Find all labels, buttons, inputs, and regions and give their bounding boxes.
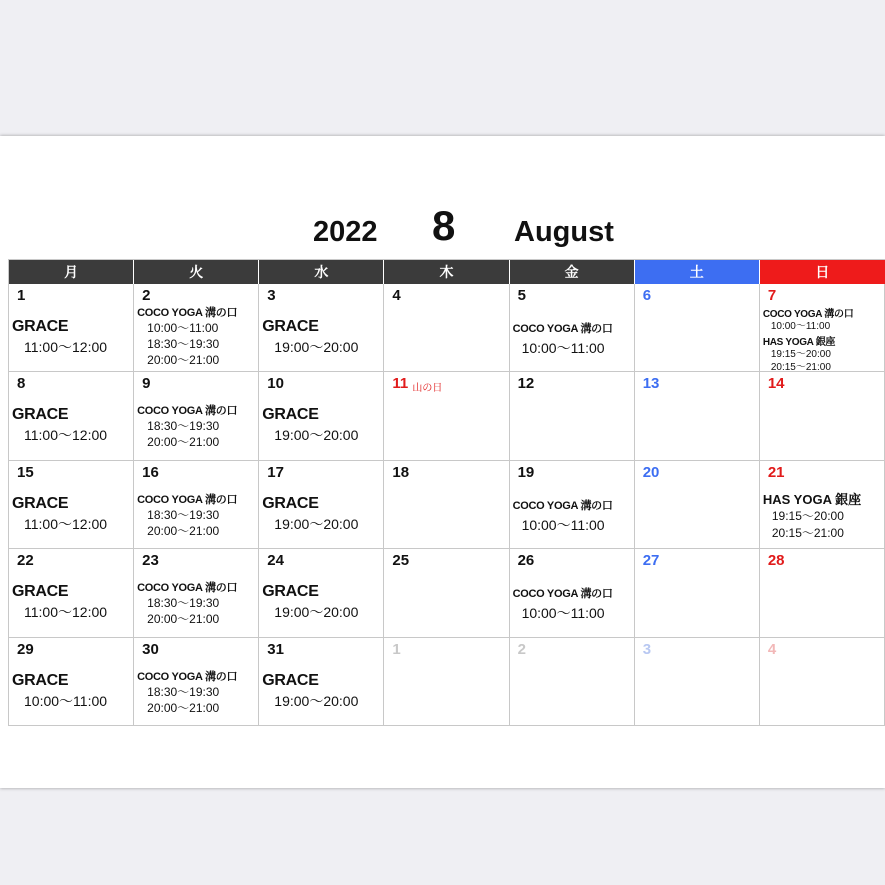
- class-name: COCO YOGA 溝の口: [512, 323, 613, 335]
- class-name: GRACE: [262, 583, 319, 601]
- day-number: 7: [767, 287, 777, 304]
- class-time: 19:00～20:00: [274, 339, 359, 355]
- month-number: 8: [432, 202, 456, 249]
- weekday-fri: 金: [510, 260, 635, 284]
- day-number: 20: [642, 463, 660, 481]
- day-cell-30: [134, 638, 259, 726]
- class-event: [513, 497, 632, 535]
- class-event: [12, 318, 131, 357]
- day-number: 2: [517, 640, 526, 658]
- class-time: 18:30～19:30: [147, 507, 220, 522]
- class-event: [763, 305, 882, 372]
- weekday-sat: 土: [635, 260, 760, 284]
- calendar-grid: [8, 259, 885, 726]
- next-month-cell-4: [760, 638, 885, 726]
- class-time: 10:00～11:00: [521, 516, 605, 533]
- class-time: 18:30～19:30: [147, 596, 220, 611]
- class-event: [763, 489, 882, 542]
- class-time: 19:00～20:00: [274, 427, 359, 444]
- class-event: [262, 318, 381, 357]
- calendar-sheet: [0, 136, 885, 788]
- class-event: [262, 583, 381, 622]
- class-event: [513, 320, 632, 358]
- class-time: 11:00～12:00: [24, 339, 108, 355]
- class-event: [137, 402, 256, 450]
- class-name: GRACE: [262, 318, 319, 335]
- class-name: COCO YOGA 溝の口: [512, 499, 613, 512]
- day-cell-1: [9, 284, 134, 372]
- class-event: [262, 406, 381, 445]
- class-name: GRACE: [12, 494, 69, 512]
- next-month-cell-1: [384, 638, 509, 726]
- day-cell-16: [134, 461, 259, 549]
- class-name: COCO YOGA 溝の口: [137, 405, 238, 418]
- class-time: 10:00～11:00: [24, 692, 108, 709]
- class-name: HAS YOGA 銀座: [762, 491, 862, 507]
- day-number: 6: [642, 287, 652, 304]
- class-event: [137, 304, 256, 368]
- class-event: [262, 495, 381, 534]
- day-cell-25: [384, 549, 509, 637]
- day-cell-31: [259, 638, 384, 726]
- day-number: 22: [17, 552, 34, 570]
- class-event: [137, 668, 256, 716]
- class-event: [12, 672, 131, 711]
- class-name: GRACE: [12, 406, 69, 424]
- class-name: HAS YOGA 銀座: [762, 337, 836, 348]
- day-number: 26: [517, 552, 535, 570]
- weekday-mon: 月: [9, 260, 134, 284]
- class-time: 18:30～19:30: [147, 684, 220, 699]
- class-name: GRACE: [262, 406, 319, 424]
- day-cell-10: [259, 372, 384, 460]
- day-cell-28: [760, 549, 885, 637]
- weekday-tue: 火: [134, 260, 259, 284]
- class-time: 20:00～21:00: [147, 435, 220, 450]
- day-cell-8: [9, 372, 134, 460]
- class-name: GRACE: [262, 494, 319, 512]
- day-cell-20: [635, 461, 760, 549]
- day-cell-19: [510, 461, 635, 549]
- class-name: GRACE: [12, 318, 69, 335]
- day-cell-7: [760, 284, 885, 372]
- holiday-label: 山の日: [412, 383, 443, 395]
- day-number: 16: [142, 463, 159, 481]
- class-time: 20:00～21:00: [147, 612, 220, 627]
- calendar-header: [0, 136, 885, 256]
- day-number: 30: [142, 640, 159, 658]
- class-event: [137, 491, 256, 539]
- class-name: COCO YOGA 溝の口: [137, 582, 238, 595]
- class-time: 20:00～21:00: [147, 353, 220, 367]
- day-cell-21: [760, 461, 885, 549]
- class-time: 11:00～12:00: [24, 604, 108, 621]
- day-cell-11: [384, 372, 509, 460]
- day-cell-22: [9, 549, 134, 637]
- weekday-wed: 水: [259, 260, 384, 284]
- day-number: 15: [17, 463, 34, 481]
- class-event: [12, 583, 131, 622]
- class-time: 18:30～19:30: [147, 419, 220, 434]
- class-name: COCO YOGA 溝の口: [137, 307, 238, 319]
- class-time: 19:15～20:00: [771, 508, 844, 523]
- day-number: 31: [267, 640, 284, 658]
- class-time: 20:15～21:00: [770, 362, 831, 373]
- class-time: 10:00～11:00: [770, 321, 831, 332]
- day-number: 19: [517, 463, 535, 481]
- year-label: 2022: [313, 216, 378, 248]
- month-name: August: [514, 216, 614, 248]
- class-time: 20:00～21:00: [147, 523, 220, 538]
- day-cell-4: [384, 284, 509, 372]
- day-number: 18: [392, 463, 410, 481]
- day-cell-3: [259, 284, 384, 372]
- class-name: GRACE: [12, 671, 69, 689]
- class-time: 19:15～20:00: [770, 349, 831, 360]
- day-cell-6: [635, 284, 760, 372]
- day-number: 11: [392, 375, 409, 393]
- day-number: 27: [642, 552, 660, 570]
- class-event: [12, 406, 131, 445]
- weekday-thu: 木: [384, 260, 509, 284]
- day-number: 17: [267, 463, 284, 481]
- day-number: 3: [642, 640, 652, 658]
- class-time: 19:00～20:00: [274, 515, 359, 532]
- day-cell-26: [510, 549, 635, 637]
- class-time: 19:00～20:00: [274, 692, 359, 709]
- class-event: [137, 579, 256, 627]
- class-name: GRACE: [262, 671, 319, 689]
- class-name: GRACE: [12, 583, 69, 601]
- day-number: 1: [17, 287, 26, 304]
- day-number: 23: [142, 552, 159, 570]
- day-cell-12: [510, 372, 635, 460]
- day-cell-9: [134, 372, 259, 460]
- day-number: 4: [767, 640, 777, 658]
- day-cell-24: [259, 549, 384, 637]
- day-cell-17: [259, 461, 384, 549]
- day-cell-29: [9, 638, 134, 726]
- day-cell-18: [384, 461, 509, 549]
- day-number: 25: [392, 552, 410, 570]
- day-cell-23: [134, 549, 259, 637]
- class-event: [513, 585, 632, 623]
- day-number: 24: [267, 552, 284, 570]
- class-event: [12, 495, 131, 534]
- weekday-sun: 日: [760, 260, 885, 284]
- day-number: 1: [392, 640, 401, 658]
- next-month-cell-2: [510, 638, 635, 726]
- day-number: 12: [517, 375, 535, 393]
- class-name: COCO YOGA 溝の口: [137, 670, 238, 683]
- day-number: 9: [142, 375, 151, 393]
- day-cell-14: [760, 372, 885, 460]
- class-time: 10:00～11:00: [521, 605, 605, 622]
- day-cell-27: [635, 549, 760, 637]
- class-name: COCO YOGA 溝の口: [512, 588, 613, 601]
- class-time: 20:15～21:00: [771, 525, 844, 540]
- day-cell-2: [134, 284, 259, 372]
- next-month-cell-3: [635, 638, 760, 726]
- day-cell-15: [9, 461, 134, 549]
- class-name: COCO YOGA 溝の口: [762, 309, 854, 320]
- day-number: 5: [517, 287, 526, 304]
- day-number: 2: [142, 287, 151, 304]
- class-event: [262, 672, 381, 711]
- day-number: 29: [17, 640, 34, 658]
- class-time: 10:00～11:00: [147, 321, 219, 335]
- day-number: 21: [767, 463, 785, 481]
- class-time: 11:00～12:00: [24, 515, 108, 532]
- class-time: 19:00～20:00: [274, 604, 359, 621]
- class-time: 18:30～19:30: [147, 337, 220, 351]
- day-number: 4: [392, 287, 401, 304]
- day-number: 28: [767, 552, 785, 570]
- class-time: 10:00～11:00: [521, 340, 605, 356]
- class-time: 11:00～12:00: [24, 427, 108, 444]
- class-name: COCO YOGA 溝の口: [137, 493, 238, 506]
- day-number: 14: [767, 375, 785, 393]
- day-number: 8: [17, 375, 26, 393]
- day-number: 3: [267, 287, 276, 304]
- day-number: 13: [642, 375, 660, 393]
- day-cell-13: [635, 372, 760, 460]
- day-number: 10: [267, 375, 284, 393]
- day-cell-5: [510, 284, 635, 372]
- class-time: 20:00～21:00: [147, 700, 220, 715]
